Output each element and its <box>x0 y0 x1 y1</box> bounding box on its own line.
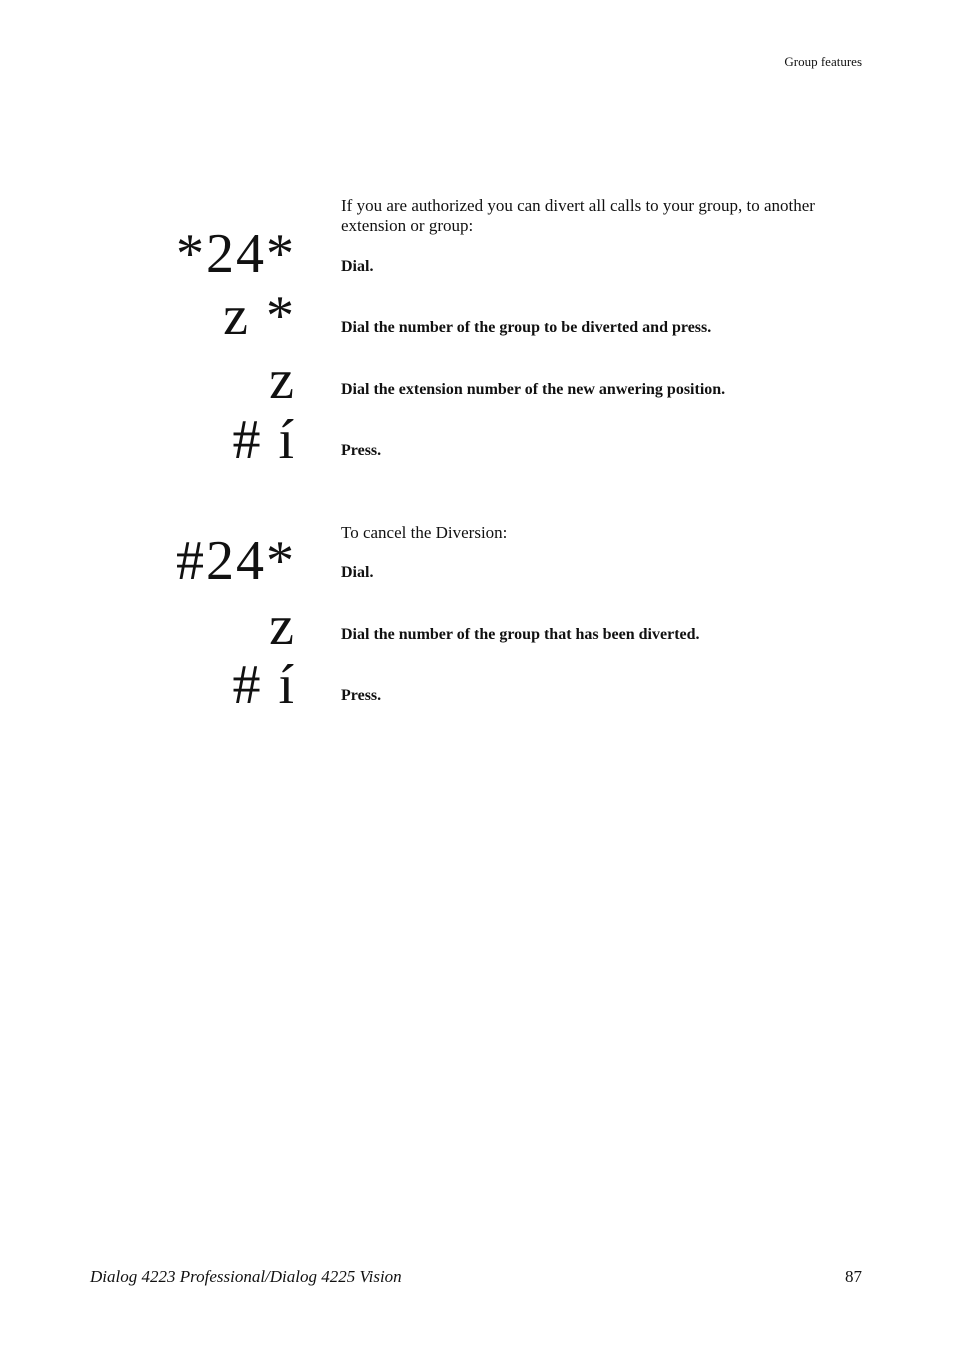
divert-step-2-keys: z * <box>223 285 296 347</box>
cancel-step-2-instruction: Dial the number of the group that has been diverted. <box>341 626 700 643</box>
running-header: Group features <box>784 54 862 69</box>
cancel-step-3-keys: # í <box>232 654 296 716</box>
cancel-step-1-keys: #24* <box>176 530 296 592</box>
divert-step-1-keys: *24* <box>176 223 296 285</box>
divert-step-3-instruction: Dial the extension number of the new anwering position. <box>341 381 726 398</box>
divert-intro-text: If you are authorized you can divert all calls to your group, to another extension or group: <box>341 196 815 235</box>
divert-step-4-instruction: Press. <box>341 442 382 459</box>
cancel-step-2-keys: z <box>269 595 296 657</box>
divert-step-3-keys: z <box>269 349 296 411</box>
divert-step-2-instruction: Dial the number of the group to be diverted and press. <box>341 319 712 336</box>
page-number: 87 <box>845 1267 862 1286</box>
cancel-step-3-instruction: Press. <box>341 687 382 704</box>
cancel-step-1-instruction: Dial. <box>341 564 374 581</box>
footer-manual-title: Dialog 4223 Professional/Dialog 4225 Vision <box>90 1267 402 1286</box>
divert-step-1-instruction: Dial. <box>341 258 374 275</box>
divert-step-4-keys: # í <box>232 409 296 471</box>
cancel-intro-text: To cancel the Diversion: <box>341 523 508 542</box>
